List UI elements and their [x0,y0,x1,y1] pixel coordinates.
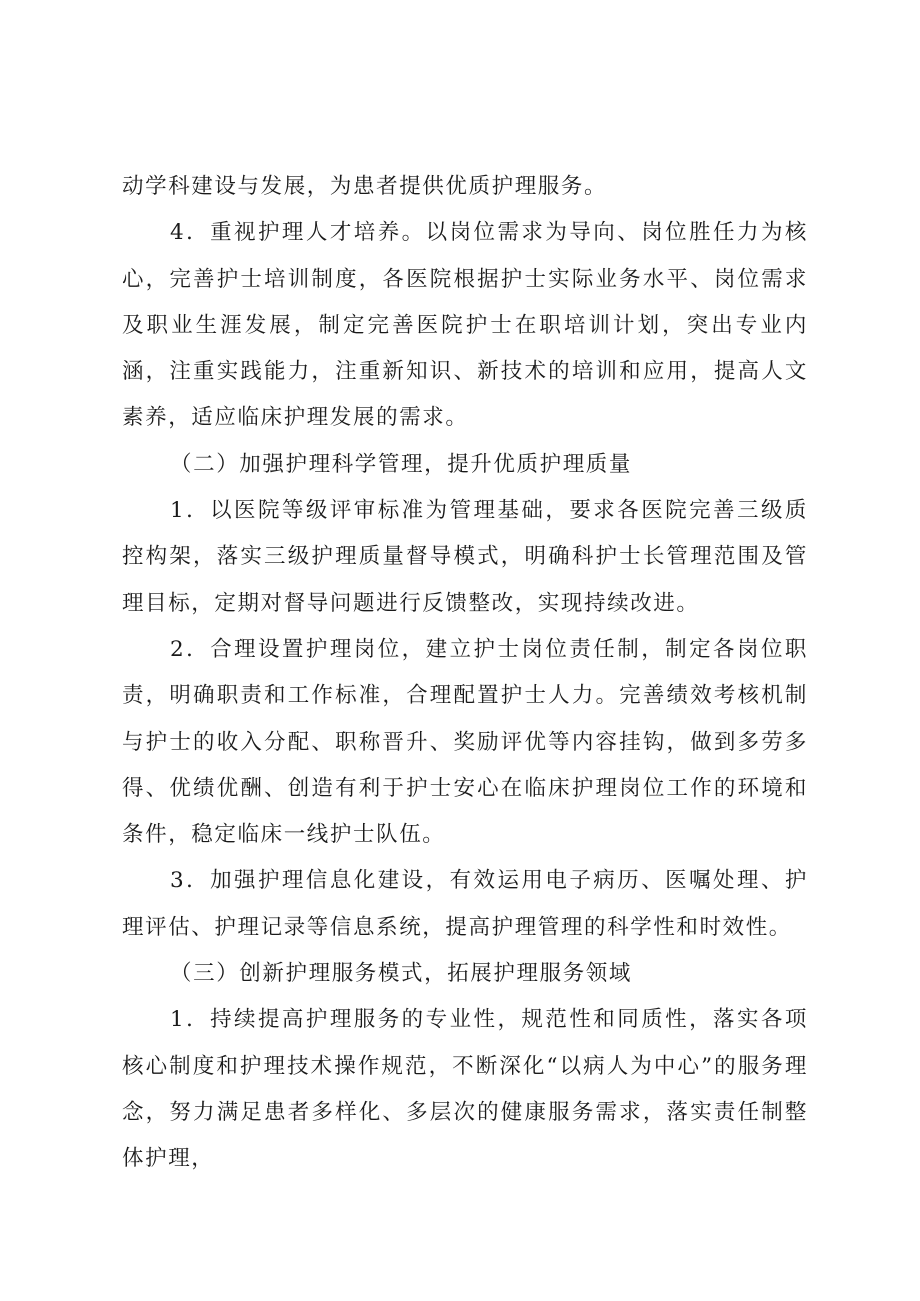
section-heading-service-mode: （三）创新护理服务模式，拓展护理服务领域 [170,961,633,987]
paragraph-service-quality: 1．持续提高护理服务的专业性，规范性和同质性，落实各项核心制度和护理技术操作规范，不断深化“以病人为中心”的服务理念，努力满足患者多样化、多层次的健康服务需求，落实责任制整体护理， [122,1007,808,1172]
paragraph-informatization: 3．加强护理信息化建设，有效运用电子病历、医嘱处理、护理评估、护理记录等信息系统，提高护理管理的科学性和时效性。 [122,868,808,940]
paragraph-continuation: 动学科建设与发展，为患者提供优质护理服务。 [122,174,608,199]
document-body [122,164,808,1183]
section-heading-management: （二）加强护理科学管理，提升优质护理质量 [170,451,633,477]
paragraph-post-setting: 2．合理设置护理岗位，建立护士岗位责任制，制定各岗位职责，明确职责和工作标准，合理配置护士人力。完善绩效考核机制与护士的收入分配、职称晋升、奖励评优等内容挂钩，做到多劳多得、优绩优酬、创造有利于护士安心在临床护理岗位工作的环境和条件，稳定临床一线护士队伍。 [122,636,808,848]
paragraph-talent-training: 4．重视护理人才培养。以岗位需求为导向、岗位胜任力为核心，完善护士培训制度，各医院根据护士实际业务水平、岗位需求及职业生涯发展，制定完善医院护士在职培训计划，突出专业内涵，注重实践能力，注重新知识、新技术的培训和应用，提高人文素养，适应临床护理发展的需求。 [122,220,808,431]
paragraph-quality-control: 1．以医院等级评审标准为管理基础，要求各医院完善三级质控构架，落实三级护理质量督导模式，明确科护士长管理范围及管理目标，定期对督导问题进行反馈整改，实现持续改进。 [122,498,808,616]
